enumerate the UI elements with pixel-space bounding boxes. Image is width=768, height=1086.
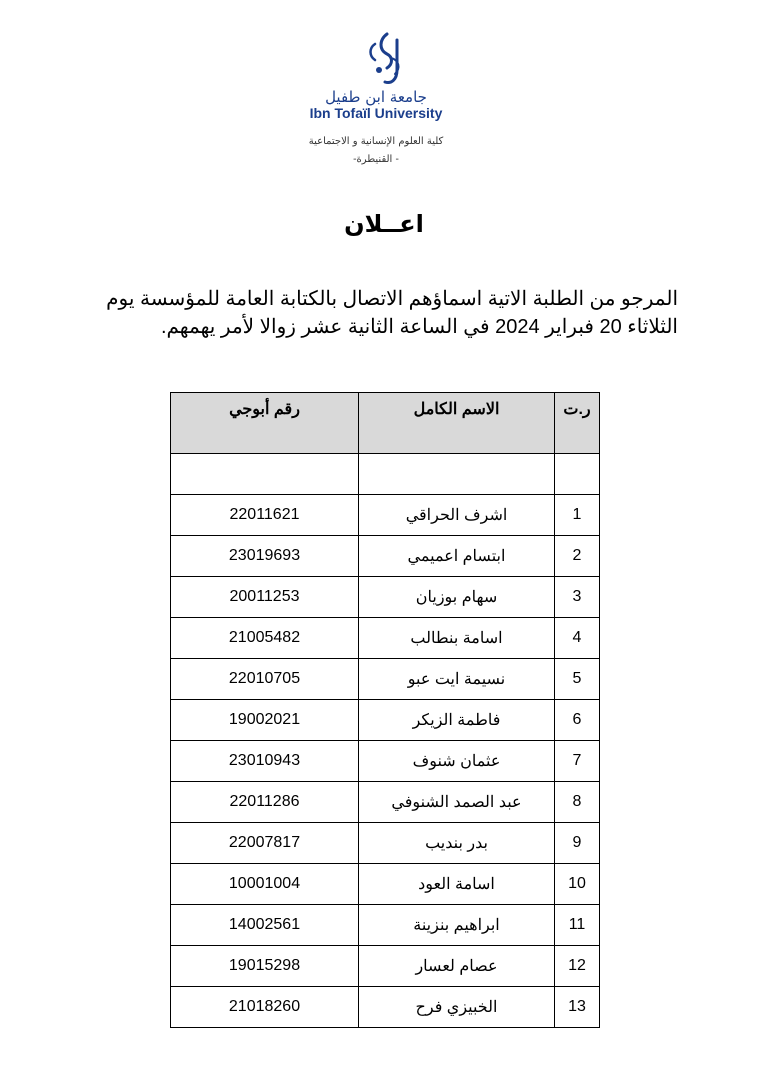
student-name: سهام بوزيان	[359, 577, 555, 618]
table-row	[171, 864, 600, 905]
apogee-number: 14002561	[171, 905, 359, 946]
apogee-number: 22007817	[171, 823, 359, 864]
row-number: 9	[555, 823, 600, 864]
row-number: 12	[555, 946, 600, 987]
announcement-body: المرجو من الطلبة الاتية اسماؤهم الاتصال بالكتابة العامة للمؤسسة يوم الثلاثاء 20 فبراير 2024 في الساعة الثانية عشر زوالا لأمر يهمهم.	[106, 288, 678, 338]
row-number: 1	[555, 495, 600, 536]
student-name: اسامة العود	[359, 864, 555, 905]
table-row	[171, 495, 600, 536]
apogee-number: 23010943	[171, 741, 359, 782]
student-name: عصام لعسار	[359, 946, 555, 987]
apogee-number: 10001004	[171, 864, 359, 905]
student-name: ابراهيم بنزينة	[359, 905, 555, 946]
table-row	[171, 987, 600, 1028]
student-name: عبد الصمد الشنوفي	[359, 782, 555, 823]
table-header-row	[171, 393, 600, 454]
row-number: 3	[555, 577, 600, 618]
row-number: 10	[555, 864, 600, 905]
apogee-number: 22011286	[171, 782, 359, 823]
table-row	[171, 946, 600, 987]
student-name: فاطمة الزيكر	[359, 700, 555, 741]
student-name: ابتسام اعميمي	[359, 536, 555, 577]
header-apogee-number: رقم أبوجي	[171, 393, 359, 454]
apogee-number: 21018260	[171, 987, 359, 1028]
table-row	[171, 659, 600, 700]
apogee-number: 23019693	[171, 536, 359, 577]
row-number: 11	[555, 905, 600, 946]
table-row	[171, 741, 600, 782]
row-number: 2	[555, 536, 600, 577]
apogee-number: 19015298	[171, 946, 359, 987]
university-name-arabic: جامعة ابن طفيل	[325, 88, 427, 106]
student-name: الخبيزي فرح	[359, 987, 555, 1028]
row-number: 8	[555, 782, 600, 823]
student-name: اشرف الحراقي	[359, 495, 555, 536]
header-spacer	[171, 454, 600, 495]
row-number: 5	[555, 659, 600, 700]
table-row	[171, 782, 600, 823]
apogee-number: 22010705	[171, 659, 359, 700]
row-number: 13	[555, 987, 600, 1028]
faculty-name	[290, 133, 462, 169]
announcement-title: اعــلان	[344, 210, 424, 238]
header-row-number: ر.ت	[555, 393, 600, 454]
university-name-english: Ibn Tofaïl University	[309, 105, 443, 121]
table-row	[171, 700, 600, 741]
students-table	[170, 392, 600, 1028]
row-number: 6	[555, 700, 600, 741]
apogee-number: 20011253	[171, 577, 359, 618]
apogee-number: 19002021	[171, 700, 359, 741]
student-name: عثمان شنوف	[359, 741, 555, 782]
student-name: بدر بنديب	[359, 823, 555, 864]
row-number: 7	[555, 741, 600, 782]
student-name: نسيمة ايت عبو	[359, 659, 555, 700]
student-name: اسامة بنطالب	[359, 618, 555, 659]
row-number: 4	[555, 618, 600, 659]
faculty-line-2: - القنيطرة-	[353, 154, 399, 165]
table-row	[171, 905, 600, 946]
apogee-number: 22011621	[171, 495, 359, 536]
apogee-number: 21005482	[171, 618, 359, 659]
faculty-line-1: كلية العلوم الإنسانية و الاجتماعية	[308, 136, 444, 147]
university-logo	[335, 30, 435, 92]
table-row	[171, 536, 600, 577]
table-row	[171, 618, 600, 659]
table-row	[171, 577, 600, 618]
header-full-name: الاسم الكامل	[359, 393, 555, 454]
table-row	[171, 823, 600, 864]
